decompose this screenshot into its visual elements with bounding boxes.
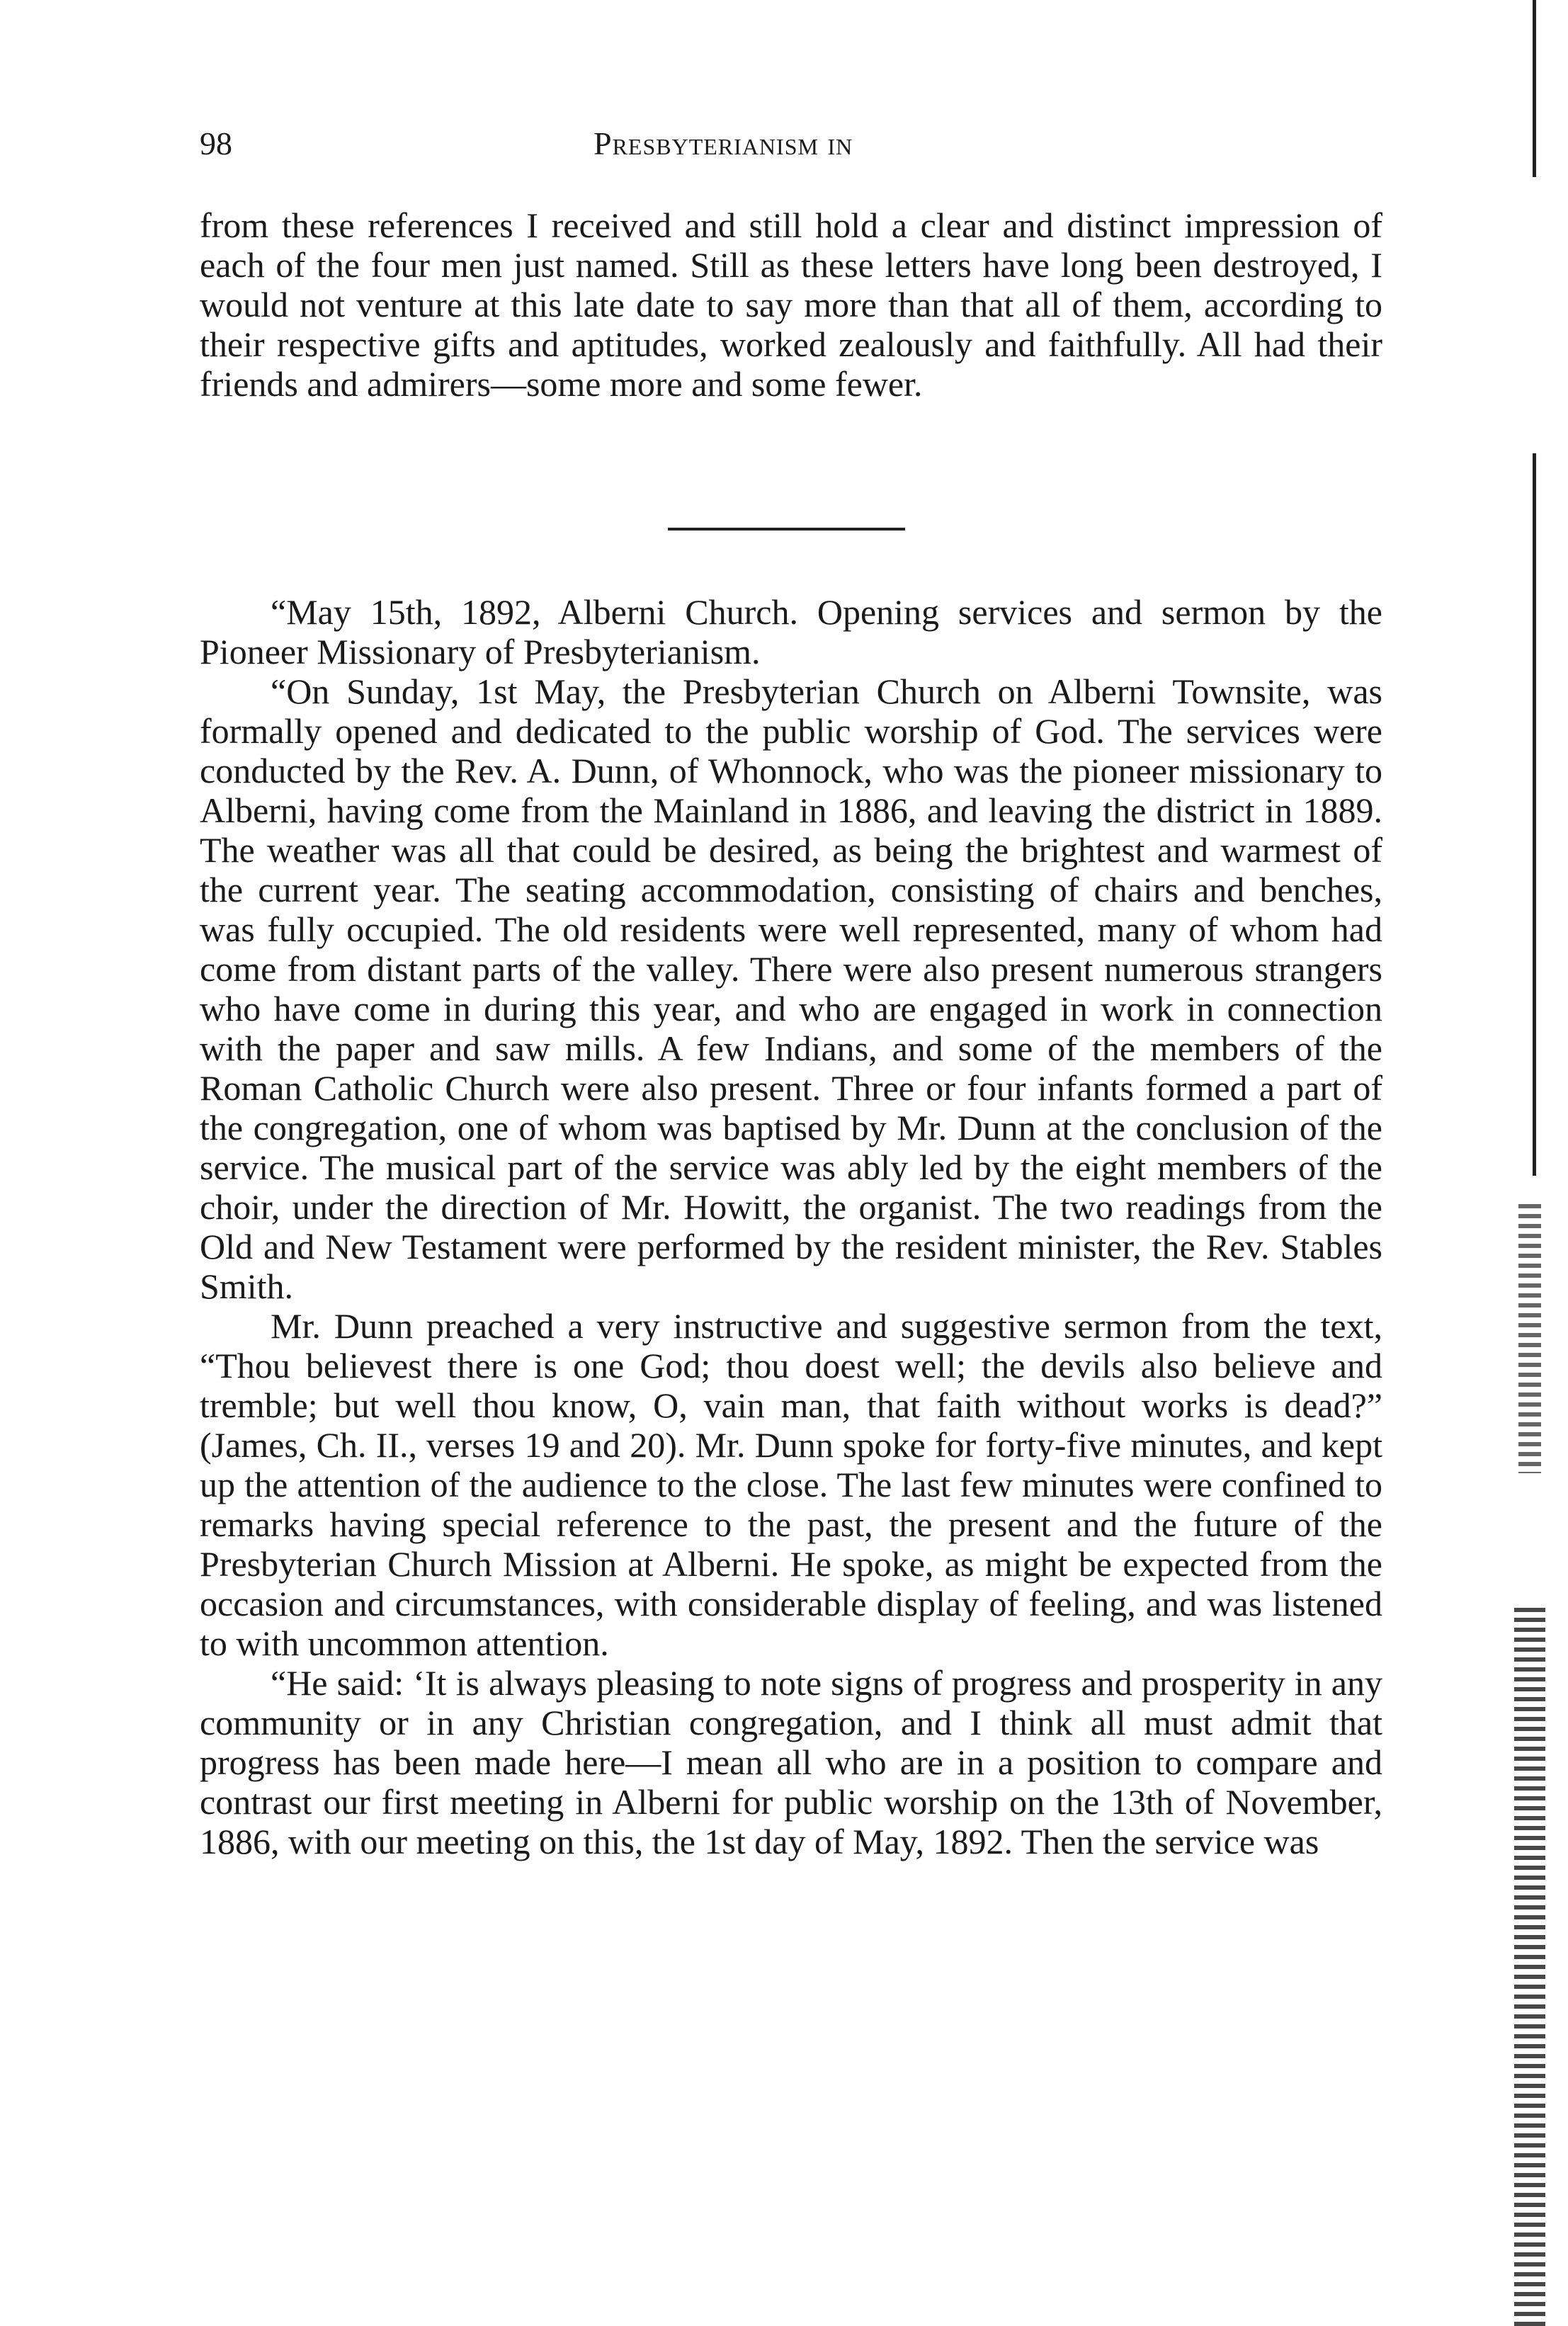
paragraph-quote: “He said: ‘It is always pleasing to note signs of progress and prosperity in any community or in any Christian congregation, and I think all must admit that progress has been made here—I mean all who are in a position to compare and contrast our first meeting in Alberni for public worship on the 13th of November, 1886, with our meeting on this, the 1st day of May, 1892. Then the service was bbox=[200, 1663, 1382, 1861]
scan-edge-specks-upper bbox=[1518, 1204, 1541, 1473]
scan-edge-specks-lower bbox=[1514, 1608, 1545, 2326]
section-divider bbox=[668, 528, 905, 531]
body-text-main bbox=[200, 592, 1382, 1861]
body-text-top bbox=[200, 205, 1382, 404]
paragraph-sermon: Mr. Dunn preached a very instructive and suggestive sermon from the text, “Thou believest there is one God; thou doest well; the devils also believe and tremble; but well thou know, O, vain man, that faith without works is dead?” (James, Ch. II., verses 19 and 20). Mr. Dunn spoke for forty-five minutes, and kept up the attention of the audience to the close. The last few minutes were confined to remarks having special reference to the past, the present and the future of the Presbyterian Church Mission at Alberni. He spoke, as might be expected from the occasion and circumstances, with considerable display of feeling, and was listened to with uncommon attention. bbox=[200, 1306, 1382, 1663]
page-number: 98 bbox=[200, 125, 232, 161]
paragraph-opening: “On Sunday, 1st May, the Presbyterian Church on Alberni Townsite, was formally opened and dedicated to the public worship of God. The services were conducted by the Rev. A. Dunn, of Whonnock, who was the pioneer missionary to Alberni, having come from the Mainland in 1886, and leaving the district in 1889. The weather was all that could be desired, as being the brightest and warmest of the current year. The seating accommodation, consisting of chairs and benches, was fully occupied. The old residents were well represented, many of whom had come from distant parts of the valley. There were also present numerous strangers who have come in during this year, and who are engaged in work in connection with the paper and saw mills. A few Indians, and some of the members of the Roman Catholic Church were also present. Three or four infants formed a part of the congregation, one of whom was baptised by Mr. Dunn at the conclusion of the service. The musical part of the service was ably led by the eight members of the choir, under the direction of Mr. Howitt, the organist. The two readings from the Old and New Testament were performed by the resident minister, the Rev. Stables Smith. bbox=[200, 671, 1382, 1306]
paragraph-dateline: “May 15th, 1892, Alberni Church. Opening services and sermon by the Pioneer Missionary of Presbyterianism. bbox=[200, 592, 1382, 671]
page-header bbox=[200, 119, 1382, 169]
scan-edge-marks bbox=[1504, 0, 1568, 2326]
paragraph-continuation: from these references I received and still hold a clear and distinct impression of each of the four men just named. Still as these letters have long been destroyed, I would not venture at this late date to say more than that all of them, according to their respective gifts and aptitudes, worked zealously and faithfully. All had their friends and admirers—some more and some fewer. bbox=[200, 205, 1382, 404]
scan-edge-line-middle bbox=[1533, 453, 1536, 1176]
scan-edge-line-top bbox=[1533, 0, 1536, 177]
running-title: Presbyterianism in bbox=[593, 125, 853, 161]
